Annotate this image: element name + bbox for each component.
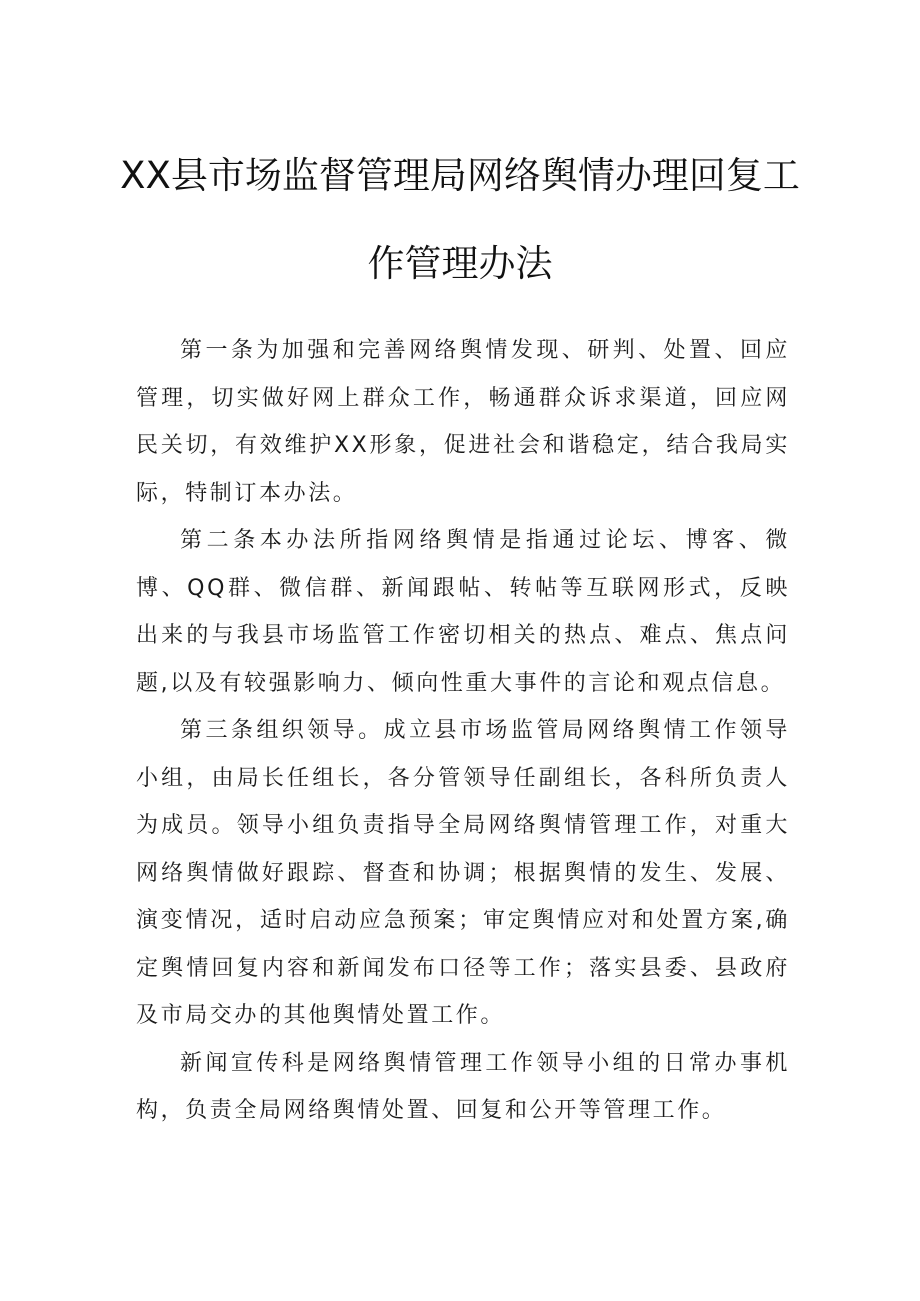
paragraph-article-1: 第一条为加强和完善网络舆情发现、研判、处置、回应管理，切实做好网上群众工作，畅通群众诉求渠道，回应网民关切，有效维护XX形象，促进社会和谐稳定，结合我局实际，特制订本办法。 — [136, 338, 790, 506]
title-line-2: 作管理办法 — [367, 242, 553, 285]
paragraph-article-2: 第二条本办法所指网络舆情是指通过论坛、博客、微博、QQ群、微信群、新闻跟帖、转帖等互联网形式，反映出来的与我县市场监管工作密切相关的热点、难点、焦点问题,以及有较强影响力、倾向性重大事件的言论和观点信息。 — [136, 528, 790, 696]
document-title — [100, 132, 820, 308]
paragraph-news-office: 新闻宣传科是网络舆情管理工作领导小组的日常办事机构，负责全局网络舆情处置、回复和公开等管理工作。 — [136, 1050, 790, 1123]
document-body — [136, 327, 790, 1135]
paragraph-article-3: 第三条组织领导。成立县市场监管局网络舆情工作领导小组，由局长任组长，各分管领导任副组长，各科所负责人为成员。领导小组负责指导全局网络舆情管理工作，对重大网络舆情做好跟踪、督查和协调；根据舆情的发生、发展、演变情况，适时启动应急预案；审定舆情应对和处置方案,确定舆情回复内容和新闻发布口径等工作；落实县委、县政府及市局交办的其他舆情处置工作。 — [136, 718, 790, 1028]
title-line-1: XX县市场监督管理局网络舆情办理回复工 — [120, 154, 800, 197]
